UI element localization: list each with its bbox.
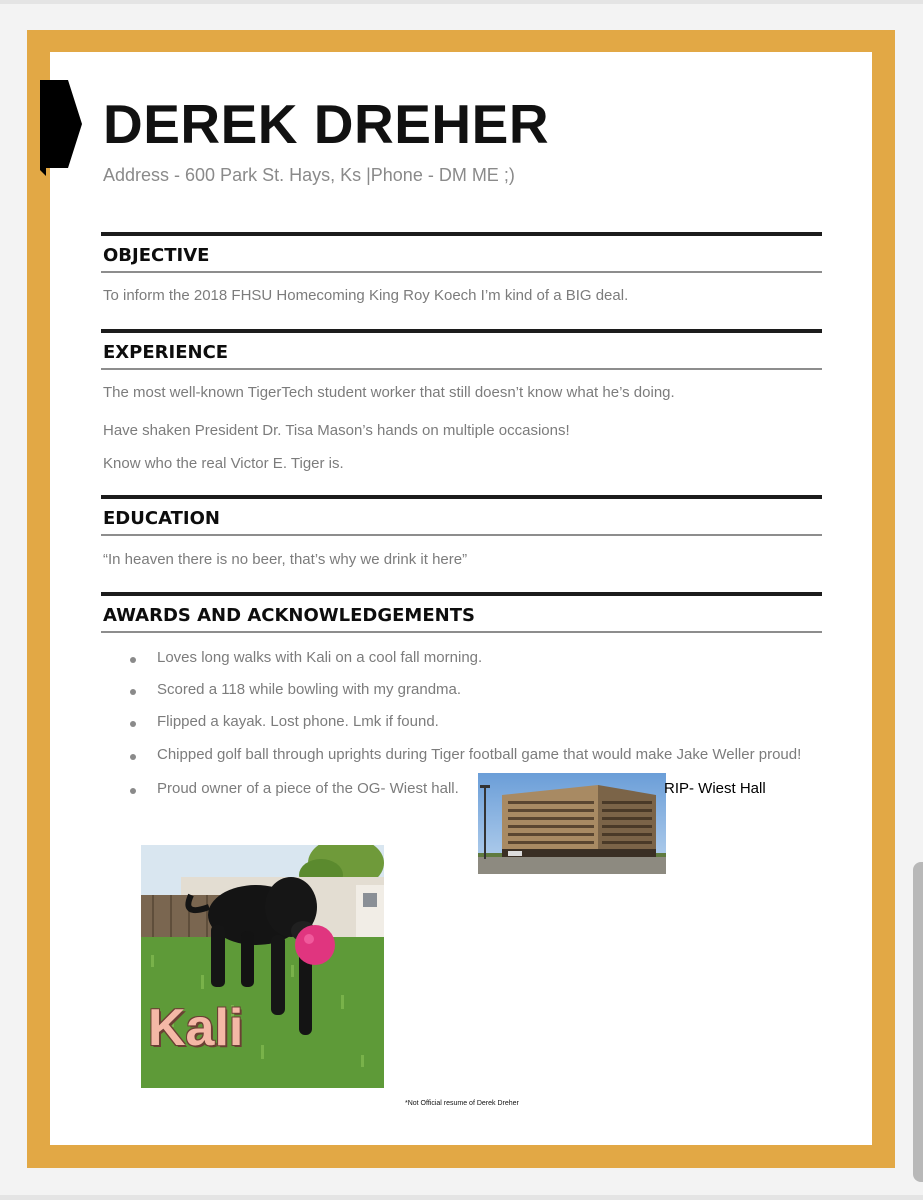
awards-section — [101, 592, 822, 633]
section-heading: OBJECTIVE — [103, 245, 210, 266]
objective-section — [101, 232, 822, 273]
bullet-icon — [130, 788, 136, 794]
section-rule-bottom — [101, 271, 822, 273]
section-heading: AWARDS AND ACKNOWLEDGEMENTS — [103, 605, 475, 626]
contact-line: Address - 600 Park St. Hays, Ks |Phone - DM ME ;) — [103, 165, 515, 185]
building-caption: RIP- Wiest Hall — [664, 780, 766, 797]
list-item-text: Chipped golf ball through uprights during Tiger football game that would make Jake Weller proud! — [157, 746, 802, 763]
list-item-text: Scored a 118 while bowling with my grandma. — [157, 681, 462, 698]
section-heading: EDUCATION — [103, 508, 220, 529]
bottom-strip — [0, 1195, 923, 1200]
scroll-handle[interactable] — [913, 862, 923, 1182]
wiest-hall-photo — [478, 773, 666, 874]
section-heading: EXPERIENCE — [103, 342, 229, 363]
building-image — [478, 773, 666, 874]
bookmark-icon — [38, 80, 82, 176]
objective-text: To inform the 2018 FHSU Homecoming King Roy Koech I’m kind of a BIG deal. — [103, 287, 629, 304]
section-rule-bottom — [101, 534, 822, 536]
top-strip — [0, 0, 923, 4]
experience-item: The most well-known TigerTech student worker that still doesn’t know what he’s doing. — [103, 384, 675, 401]
experience-section — [101, 329, 822, 370]
list-item-text: Proud owner of a piece of the OG- Wiest hall. — [157, 780, 459, 797]
bullet-icon — [130, 657, 136, 663]
bullet-icon — [130, 754, 136, 760]
section-rule-bottom — [101, 368, 822, 370]
list-item-text: Loves long walks with Kali on a cool fall morning. — [157, 649, 483, 666]
dog-caption: Kali — [148, 999, 244, 1057]
experience-item: Know who the real Victor E. Tiger is. — [103, 455, 344, 472]
resume-name: DEREK DREHER — [103, 93, 550, 155]
education-section — [101, 495, 822, 536]
education-text: “In heaven there is no beer, that’s why we drink it here” — [103, 551, 468, 568]
section-rule-bottom — [101, 631, 822, 633]
disclaimer-note: *Not Official resume of Derek Dreher — [405, 1100, 519, 1107]
experience-item: Have shaken President Dr. Tisa Mason’s hands on multiple occasions! — [103, 422, 570, 439]
bullet-icon — [130, 721, 136, 727]
list-item-text: Flipped a kayak. Lost phone. Lmk if found. — [157, 713, 439, 730]
bullet-icon — [130, 689, 136, 695]
